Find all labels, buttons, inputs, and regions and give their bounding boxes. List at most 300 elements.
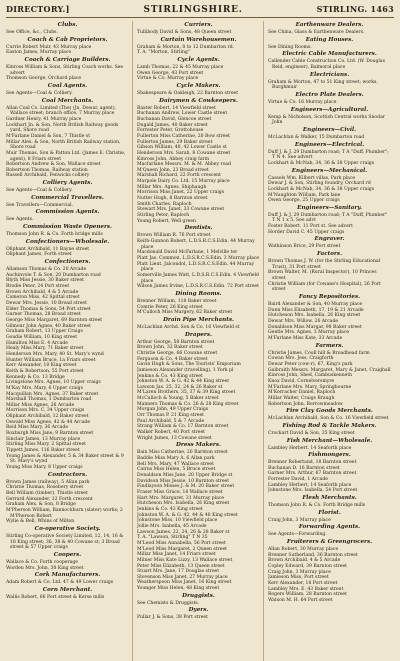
directory-entry: Henderson Mrs. Sarah, 8 Cowane street <box>137 150 231 156</box>
section-title: Dyers. <box>188 607 209 614</box>
trade-section <box>268 423 391 437</box>
section-title: Earthenware Dealers. <box>295 22 364 28</box>
directory-entry: Garner Mrs. Arthur, 67 Barnton street <box>268 471 357 477</box>
directory-entry: Robertson John, Borrowmeadow <box>268 401 343 407</box>
directory-entry: Roxburgh Miss Jane, 9 Barnton street <box>6 431 94 437</box>
directory-entry: Keith & Robertson, 55 Port street <box>6 368 84 374</box>
directory-entry: Healy Miss Mary, 71 Baker street <box>6 346 84 352</box>
directory-entry: Arthur George, 58 Barnton street <box>137 339 215 345</box>
directory-entry: Bell William (timber), Thistle street <box>6 491 88 496</box>
directory-entry: Hart Mrs. Margaret, 31 Murray place <box>137 495 225 501</box>
directory-entry: Johnston W. A. & G. 42 & 44 King street <box>137 379 230 385</box>
directory-entry: Brown Archibald, 4 & 5 Arcade <box>6 289 79 295</box>
section-title: Co-operative Society. <box>34 525 101 532</box>
directory-entry: See Dining Rooms. <box>268 44 312 50</box>
directory-entry: Comrie Peter, 26 King street <box>137 304 203 310</box>
section-title: Electric Cable Manufacturers. <box>282 51 377 58</box>
trade-section <box>6 472 129 525</box>
directory-entry: Fraser Miss Grace, 16 Wallace street <box>137 489 223 495</box>
trade-section <box>6 552 129 571</box>
directory-entry: George Miss Margaret, 69 Barnton street <box>6 317 103 323</box>
directory-entry: Robertson Andrew & Son, Wallace street <box>6 162 101 168</box>
directory-entry: Ferguson & Co. 4 Baker street <box>137 356 208 362</box>
section-title: Drain Pipe Merchants. <box>163 316 234 323</box>
section-title: Flesh Merchants. <box>302 495 357 502</box>
section-title: Contractors. <box>47 471 88 478</box>
section-title: Electricians. <box>309 71 350 78</box>
directory-entry: Graham & Morton, 47 to 51 King street; works, Burghmuir <box>268 79 378 91</box>
directory-entry: Jamieson Alexander (travelling), 1 York pl <box>137 367 234 373</box>
directory-entry: Elder Thomas & Sons, 54 Port street <box>6 306 91 312</box>
directory-entry: Oswald Miss Agnes, 42 & 44 Arcade <box>6 419 91 425</box>
trade-section <box>137 225 260 290</box>
section-title: Factors. <box>316 251 343 258</box>
section-title: Engineers—Electrical. <box>294 141 365 148</box>
trade-section <box>268 294 391 342</box>
directory-entry: Gavin Hugh & Sons, The Tourists' Emporium <box>137 362 241 368</box>
directory-entry: Owen George, 25 Upper craigs <box>268 198 340 204</box>
section-title: Fruiterers & Greengrocers. <box>286 539 373 546</box>
directory-entry: Stirling Peter, Raploch <box>137 213 190 219</box>
directory-entry: Callender Cable Construction Co. Ltd. (W. Douglas Reid, engineer), Balmoral place <box>268 59 385 70</box>
trade-section <box>268 539 391 604</box>
directory-entry: Copley Edward, 39 Barnton street <box>268 564 347 570</box>
directory-entry: Buchanan D. 16 Barnton street <box>268 465 340 471</box>
directory-entry: Robertson Thomas, Railway station <box>6 167 88 173</box>
directory-entry: Macfarlane Messrs. M. & M. Abbey road <box>137 162 232 168</box>
trade-section <box>268 236 391 250</box>
directory-entry: Stevenson Miss Janet, 27 Murray place <box>137 574 228 580</box>
header-county: STIRLINGSHIRE. <box>143 5 243 15</box>
directory-entry: Baird Alexander & Son, 40 Murray place <box>268 302 363 308</box>
trade-section <box>268 510 391 524</box>
trade-section <box>268 524 391 538</box>
directory-entry: Baddie Miss Mary A. 6 Allan park <box>137 456 215 462</box>
directory-entry: Lawson Jas. 25, 32, 24 & 26 Baker st <box>137 384 223 390</box>
directory-entry: Virtue & Co. Murray place <box>137 76 199 82</box>
section-title: Commercial Travellers. <box>31 194 104 201</box>
directory-entry: Marpole Dairy Co. Ltd. 15 Murray place <box>137 179 230 185</box>
directory-entry: Gilmour John Agnes, 40 Baker street <box>6 323 91 329</box>
directory-entry: Jenkins & Co. 43 King street <box>137 506 203 512</box>
trade-section <box>137 291 260 316</box>
directory-entry: Brodie Peter, 24 Port street <box>6 284 70 290</box>
directory-entry: Macquillan Mrs. Agnes, 37 Baker street <box>6 391 99 397</box>
trade-section <box>6 259 129 471</box>
trade-section <box>268 251 391 293</box>
directory-entry: M'Naughton William, Park lane <box>268 192 341 198</box>
directory-entry: Morgan John, 49 Upper Craigs <box>137 407 209 413</box>
section-title: Engineers—Sanitary. <box>297 204 362 211</box>
header-left: DIRECTORY.] <box>6 4 70 14</box>
directory-entry: Manners Thomas & Co. 26 & 28 King street <box>137 401 239 407</box>
directory-entry: Duff J. & J. 29 Dumbarton road; T A "Duff, Plumber" T N 1 x 5. See advt <box>268 212 388 224</box>
directory-entry: Dewar J. & Son, Stirling foundry, Orchard rd <box>268 181 371 187</box>
trade-section <box>6 37 129 56</box>
directory-entry: Watkinson Brice, 29 Port street <box>268 244 341 250</box>
directory-entry: Thomson John R. & Co. Forth Bridge mills <box>268 503 366 509</box>
directory-entry: Johnstone Miss, 10 Viewfield place <box>137 518 218 524</box>
directory-entry: Knox David, Cornelversmyre <box>268 378 335 384</box>
directory-entry: M'Farlane Miss Kate, 33 Arcade <box>268 335 343 341</box>
section-title: Engraver. <box>314 236 345 243</box>
trade-section <box>6 224 129 238</box>
section-title: Confectioners. <box>44 259 91 266</box>
trade-section <box>268 205 391 236</box>
directory-entry: Kinross John, Shed, Cambuskenneth <box>268 373 353 379</box>
directory-entry: Younger Miss Helen, 48 King street <box>137 586 220 592</box>
directory-entry: Gibson William, 40, 42 Lower Castle st <box>137 145 227 151</box>
directory-entry: Hutcheson Mrs. Isabella, 26 King street <box>268 313 361 319</box>
section-title: Coal Agents. <box>47 82 88 89</box>
directory-entry: Henderson Mrs. Mary, 40 St. Mary's wynd <box>6 351 104 357</box>
directory-entry: Goudie William, 10 King street <box>6 334 78 340</box>
section-title: Druggists. <box>182 592 215 599</box>
directory-entry: Forrester Peter, Grottohouse <box>137 128 204 134</box>
section-title: Cycle Makers. <box>176 82 221 89</box>
directory-entry: Foster Robert, 11 Port st. See advert <box>268 224 353 230</box>
header-right: STIRLING. 1463 <box>316 4 394 14</box>
directory-entry: M'Culloch Miss Margery, 62 Baker street <box>137 310 233 316</box>
directory-entry: Wright James, 13 Cowane street <box>137 435 212 441</box>
directory-entry: M'Kerracher Daniel, Raploch <box>268 390 336 396</box>
section-title: Forwarding Agents. <box>298 524 361 531</box>
directory-entry: Bain Miss Catherine, 20 Barnton street <box>137 450 228 456</box>
trade-section <box>6 239 129 258</box>
directory-entry: Wallace & Co. Forth cooperage <box>6 559 78 565</box>
directory-entry: T. A. "Morton, Stirling" <box>137 50 190 56</box>
trade-section <box>268 142 391 167</box>
directory-entry: Russell Archibald, Fenwicks colliery <box>6 173 90 179</box>
section-title: Curtain Warehousemen. <box>160 36 237 43</box>
directory-entry: Johnstone Mrs. Isabella, 54 Port street <box>268 488 358 494</box>
directory-entry: Jenkins & Co. 43 King street <box>137 373 203 379</box>
directory-entry: Owen George, 43 Port street <box>137 70 204 76</box>
directory-entry: Kemp & Nicholson, Scottish Central works Snodar John <box>268 114 385 126</box>
directory-entry: Worden Mrs. John, 30 King street <box>6 565 84 571</box>
directory-entry: Virtue & Co. 16 Murray place <box>268 99 337 105</box>
directory-entry: See Office, &c., Clubs. <box>6 30 58 35</box>
directory-entry: See Agents—Coal & Colliery. <box>6 188 73 194</box>
directory-entry: Stuart Mrs. Jane, 17 Douglas street <box>137 569 220 575</box>
directory-entry: Platt Lieut. Jalcondol, L.D.S.R.C.S.Edin. 44 Murray place <box>137 261 255 273</box>
trade-section <box>137 83 260 97</box>
trade-section <box>6 57 129 82</box>
directory-entry: M'Pherson William, Bannockburn (slater) works; 2 M'Pherson Robert <box>6 507 123 519</box>
trade-section <box>268 343 391 408</box>
directory-entry: Kinross John, Abbey craig farm <box>137 156 210 162</box>
trade-section <box>268 408 391 422</box>
directory-entry: Millar Walter, Craigs Braugh <box>268 395 335 401</box>
directory-entry: Brown Archibald, 4 & 5 Arcade <box>268 558 341 564</box>
directory-entry: Thomson John R. & Co. Forth bridge mills <box>6 232 103 238</box>
directory-entry: Millar Mrs. Agnes, Shiphaugh <box>137 184 207 190</box>
trade-section <box>268 452 391 494</box>
section-title: Fire Clay Goods Merchants. <box>286 408 373 415</box>
directory-entry: Oliphant Archibald, 11 Bayne street <box>6 246 90 252</box>
directory-entry: Davidson Miss Jessie, 10 Barnton street <box>137 478 230 484</box>
trade-section <box>137 98 260 225</box>
directory-entry: Fullerton James, 29 Baker street <box>137 139 213 145</box>
trade-section <box>6 209 129 223</box>
trade-section <box>268 37 391 51</box>
section-title: Eating Houses. <box>305 36 354 43</box>
directory-entry: Young James & Alexander, 5 & 34 Baker street & 9 St. Mary's wynd <box>6 453 124 465</box>
directory-entry: Morrison Miss Janet, 22 Upper craigs <box>137 190 225 196</box>
directory-entry: Thomson George, Orchard place <box>6 76 82 82</box>
directory-entry: Hunter William Bruce, 1a Friars street <box>6 357 96 363</box>
directory-entry: M'Farlane Daniel & Son, 7 Thistle st <box>6 133 91 139</box>
directory-entry: Jollie Mrs. Isabella, 45 Arcade <box>137 523 207 529</box>
directory-entry: Young Miss Mary, 8 Upper craigs <box>6 465 83 471</box>
directory-entry: Craig John, 3 Murray place <box>268 517 331 523</box>
directory-entry: Brenner Robertand, 18 Barnton street <box>268 460 357 466</box>
section-title: Dairymen & Cowkeepers. <box>159 97 238 104</box>
directory-entry: Paul Archibald, 5 & 7 Arcade <box>137 418 205 424</box>
directory-entry: Muir Thomas, Son & Patton Ltd. (James E. Christie, agent), 8 Friars street <box>6 150 126 162</box>
section-title: Florist. <box>318 509 341 516</box>
directory-entry: Crockart David & Son, 35 King street <box>268 430 355 436</box>
directory-entry: Stewart Mrs. Janet, 33 Cowane street <box>137 207 225 213</box>
directory-entry: Watson M. H. 64 Port street <box>268 597 333 603</box>
directory-entry: Dugald James, 40 Baker street <box>137 122 208 128</box>
section-title: Cork Manufacturers. <box>34 572 101 579</box>
directory-entry: Brenner William, 118 Baker street <box>137 298 217 304</box>
trade-section <box>6 526 129 551</box>
trade-section <box>268 438 391 452</box>
trade-section <box>268 22 391 36</box>
section-title: Corn Merchant. <box>42 586 93 593</box>
directory-entry: Kerr Alexander, 10 King street <box>6 363 77 369</box>
directory-entry: Garner Thomas, 28 Broad street <box>6 312 81 318</box>
section-title: Coopers. <box>53 551 82 558</box>
trade-section <box>137 37 260 56</box>
directory-entry: Lockhart & McNab, 34, 36 & 38 Upper craigs <box>268 160 375 166</box>
directory-entry: Marshall Richard, 22 Forth crescent <box>137 173 221 179</box>
directory-entry: Brown James (railway), 5 Allan park <box>6 479 90 485</box>
directory-entry: Forrester David, 1 Arcade <box>268 477 328 483</box>
directory-entry: Lambley Mrs. E. 43 Baker street <box>268 586 344 592</box>
directory-entry: Christie James, Coull hill & Broadhead farm <box>268 350 370 356</box>
section-title: Cycle Agents. <box>177 56 220 63</box>
directory-entry: McCulloch & Young, 5 Baker street <box>137 396 219 402</box>
trade-section <box>268 92 391 106</box>
directory-entry: Duff J. & J. 29 Dumbarton road; T A "Duff, Plumber"; T N 4. See advert <box>268 149 389 161</box>
trade-section <box>6 195 129 209</box>
directory-entry: Weatherspoon Miss Janet, 16 King street <box>137 580 232 586</box>
directory-entry: Lockhart & McNab, 34, 36 & 38 Upper craigs <box>268 186 375 192</box>
directory-entry: Stirling Co-operative Society Limited, 12, 14, 16 & 18 King street; 36, 38 & 40 Cowane st; 3 Broad street & 57 Upper craigs <box>6 533 124 551</box>
directory-entry: Cassels Wm. Kilbert villas, Park place <box>268 175 356 181</box>
trade-section <box>137 607 260 621</box>
directory-entry: Dewar Mrs. Willow, 26 Arcade <box>268 319 339 324</box>
directory-entry: Oliphant Archibald, 12 Baker street <box>6 414 89 420</box>
section-title: Electro Plate Dealers. <box>295 91 364 98</box>
section-title: Engineers—Agricultural. <box>290 106 369 113</box>
directory-entry: Auchinvole T. & Son, 20 Dumbarton road <box>6 272 101 278</box>
trade-section <box>137 57 260 82</box>
trade-section <box>268 127 391 141</box>
trade-section <box>6 572 129 586</box>
directory-entry: Allan Coal Co. Limited (The) (Jn. Dewar, agent), Wallace street; branch office, 7 Murray place <box>6 105 117 117</box>
directory-columns <box>6 21 394 661</box>
directory-entry: Currie Robert Muir, 43 Murray place <box>6 44 92 50</box>
directory-entry: Buchanan Andrew, Lower Castle street <box>137 111 228 117</box>
directory-entry: McLachlan Archibald, Son & Co. 16 Viewfield street <box>268 416 389 422</box>
section-title: Fish Merchant—Wholesale. <box>286 437 373 444</box>
directory-entry: Donaldson Miss Margar, 98 Baker street <box>268 324 362 330</box>
directory-entry: M'Farlane Mrs. Mary, Springbourne <box>268 384 352 390</box>
directory-entry: Platt Jas. Common, L.D.S.R.C.S.Edin. 3 Murray place <box>137 256 260 261</box>
directory-entry: Shakespeare & Oakleigh, 22 Barnton street <box>137 90 239 96</box>
directory-entry: Reid Miss Mary, 36 Arcade <box>6 425 69 431</box>
section-title: Commission Waste Openers. <box>23 224 112 231</box>
directory-entry: Nutter Hugh, 8 Barnton street <box>137 196 208 202</box>
directory-entry: See Agents. <box>6 217 34 223</box>
trade-section <box>6 83 129 97</box>
section-title: Coal Merchants. <box>41 97 94 104</box>
directory-entry: Cameron Miss, 42 Spittal street <box>6 295 80 301</box>
trade-section <box>6 180 129 194</box>
section-title: Fancy Repositories. <box>298 294 361 301</box>
directory-entry: Brown Thomas J. W. (for the Stirling Educational Trust), 31 Port street <box>268 259 381 270</box>
directory-entry: Christie Thomas, Rosebery street <box>6 485 84 491</box>
directory-entry: Donaldson Miss Jane, 20 Upper Bridge st <box>137 473 233 478</box>
directory-entry: Hamilton Miss E. 4 Arcade <box>6 340 68 346</box>
directory-entry: Jamieson Miss, Port street <box>268 575 329 581</box>
directory-entry: Bell Mrs. Mary, 47 Wallace street <box>137 461 214 467</box>
directory-entry: See Agents—Coal & Colliery. <box>6 90 73 96</box>
directory-entry: Wilson James Irvine, L.D.S.R.C.S.Edin. 72 Port street <box>137 284 259 290</box>
directory-entry: Morrison Mrs. C. 34 Upper craigs <box>6 408 85 414</box>
directory-entry: Lambley Herbert, 14 Seaforth place <box>268 482 352 488</box>
trade-section <box>6 22 129 36</box>
directory-entry: Dunn Miss Elisabeth, 17, 19 & 21 Arcade <box>268 307 364 313</box>
section-title: Confectioners—Wholesale. <box>25 238 110 245</box>
directory-entry: Somerville James Watt, L.D.S.R.C.S.Edin. 4 Viewfield place <box>137 272 259 284</box>
trade-section <box>137 317 260 331</box>
section-title: Colliery Agents. <box>42 180 93 187</box>
directory-entry: Gerrard Alexander, 12 Forth crescent <box>6 496 93 502</box>
trade-section <box>6 98 129 180</box>
directory-entry: Brenner Sutherland, 36 Barnton street <box>268 552 358 558</box>
section-title: Fishing Rod & Tackle Makers. <box>282 422 377 429</box>
directory-entry: Allamson Thomas & Co. 20 Arcade <box>6 267 87 273</box>
directory-entry: Easton James, Murray place <box>6 50 72 56</box>
directory-entry: M'Laren Brothers, 35, 37 & 39 King street <box>137 390 236 396</box>
directory-entry: Kinross William & Sons, Stirling Coach works. See advert <box>6 64 124 76</box>
directory-entry: Galbraith Messrs. Margaret, Mary & Janet, Craighall <box>268 367 391 373</box>
directory-entry: Johnston W. A. & G. 42, 44 & 48 King street <box>137 512 238 518</box>
directory-entry: Cowan Mrs. Jess, Craigforth <box>268 356 334 362</box>
directory-entry: McLachlan Archd. Son & Co. 16 Viewfield st <box>137 324 240 330</box>
trade-section <box>268 107 391 126</box>
directory-column <box>137 21 264 661</box>
trade-section <box>268 168 391 204</box>
directory-entry: Baxter Robert, 14 Viewfield street <box>137 105 216 111</box>
trade-section <box>268 72 391 91</box>
directory-entry: Graham Alex. & Son, 8 Bridge <box>6 502 76 508</box>
directory-entry: T. A. "Lawson, Stirling" T N 35 <box>137 535 208 541</box>
directory-entry: M'Queen John, 23 Broad street <box>137 167 209 173</box>
trade-section <box>137 442 260 591</box>
directory-entry: See China, Glass & Earthenware Dealers. <box>268 30 365 35</box>
directory-entry: Brown John, 32 Baker street <box>137 345 203 351</box>
page-header <box>6 4 394 18</box>
directory-entry: Macdonald David McFarlane, 1 Melville ter <box>137 250 238 256</box>
trade-section <box>137 332 260 442</box>
section-title: Engineers—Mechanical. <box>291 167 368 174</box>
directory-entry: Adam Robert & Co. Ltd. 47 & 49 Lower craigs <box>6 580 114 586</box>
section-title: Engineers—Civil. <box>302 126 357 133</box>
directory-entry: Millar Miss Janet, 14 Friars street <box>137 552 216 558</box>
directory-entry: Rogers William, 28 Barnton street <box>268 592 347 598</box>
directory-entry: Lambley Herbert, 14 Seaforth place <box>268 445 352 451</box>
section-title: Dress Makers. <box>176 442 221 449</box>
directory-entry: Gentle Mrs. Agnes, 3 Murray place <box>268 330 350 336</box>
directory-entry: See Travellers—Commercial. <box>6 202 74 208</box>
trade-section <box>137 593 260 607</box>
directory-entry: Christie William (for Cowane's Hospital), 26 Port street <box>268 281 381 293</box>
directory-entry: Brown William R. 76 Port street <box>137 233 211 239</box>
directory-entry: Milner Miss Kate Lizzy, 13 Wallace street <box>137 557 233 563</box>
directory-entry: Pullar J. & Sons, 38 Port street <box>137 615 208 621</box>
directory-column <box>268 21 394 661</box>
trade-section <box>6 587 129 601</box>
directory-entry: See Agents—Forwarding. <box>268 532 327 538</box>
directory-entry: Fullerton Miss Catherine, 20 Bow street <box>137 133 230 139</box>
directory-entry: Stirling Miss Mary, 2 Spittal street <box>6 442 87 448</box>
directory-entry: Keith-Gunnon Robert, L.D.S.R.C.S.Edin. 44 Murray place <box>137 239 255 250</box>
directory-entry: McLachlan & Walker, 15 Dumbarton road <box>268 134 365 140</box>
trade-section <box>137 22 260 36</box>
directory-entry: See Chemists & Druggists. <box>137 600 200 606</box>
directory-entry: M'Leod Miss Margaret, 2 Queen street <box>137 546 227 552</box>
directory-entry: Brown Walter, M. (Rural Inspector), 10 Princes street <box>268 270 377 282</box>
section-title: Farmers. <box>315 342 344 349</box>
directory-entry: Kerr Alexander, 18 Port street <box>268 581 338 586</box>
directory-entry: Walker Robert, 40 Port street <box>137 430 205 436</box>
directory-entry: Millar Alex. & Son, North British Railway station, Shore road <box>6 139 121 151</box>
directory-entry: Blyth Miss Jessie, 30 Baker street <box>6 278 84 284</box>
directory-entry: Dewar Peter (cow-r), 67, King's park <box>268 361 353 367</box>
directory-entry: Peter Miss Elizabeth, 13 Queen street <box>137 563 225 569</box>
directory-entry: Livingstone Mrs. Agnes, 10 Upper craigs <box>6 380 101 386</box>
directory-entry: Sinclair James, 13 Murray place <box>6 436 81 442</box>
directory-entry: Gardner Henry, 41 Murray place <box>6 116 82 122</box>
section-title: Clubs. <box>57 22 78 28</box>
directory-entry: M'Kay Mrs. Mary, 6 Upper craigs <box>6 385 83 391</box>
directory-column <box>6 21 133 661</box>
directory-entry: Tippett James, 116 Baker street <box>6 448 80 454</box>
directory-entry: Young Robert, Well green <box>137 218 196 224</box>
trade-section <box>268 495 391 509</box>
section-title: Dining Rooms. <box>175 290 222 297</box>
directory-entry: Christie George, 66 Cowane street <box>137 350 218 356</box>
directory-entry: Kennedy & Co. 13 Bridge <box>6 374 65 380</box>
section-title: Curriers. <box>184 22 213 28</box>
directory-entry: Strang William & Co. 17 Barnton street <box>137 424 229 430</box>
directory-entry: Marshall Thomas, 1 Dumbarton road <box>6 397 92 403</box>
directory-entry: Graham & Morton, 8 to 12 Dumbarton rd. <box>137 44 235 50</box>
directory-entry: Dewar Mrs. Jessie, 10 Broad street <box>6 301 87 306</box>
trade-section <box>268 51 391 70</box>
directory-entry: Millar Miss Agnes, 26 Arcade <box>6 402 75 408</box>
directory-entry: Graham Robert, 13 Upper Craigs <box>6 329 83 335</box>
directory-entry: Hutcheson Mrs. Isabella, 26 King street <box>137 501 230 507</box>
section-title: Dentists. <box>184 225 213 232</box>
section-title: Commission Agents. <box>35 209 100 216</box>
